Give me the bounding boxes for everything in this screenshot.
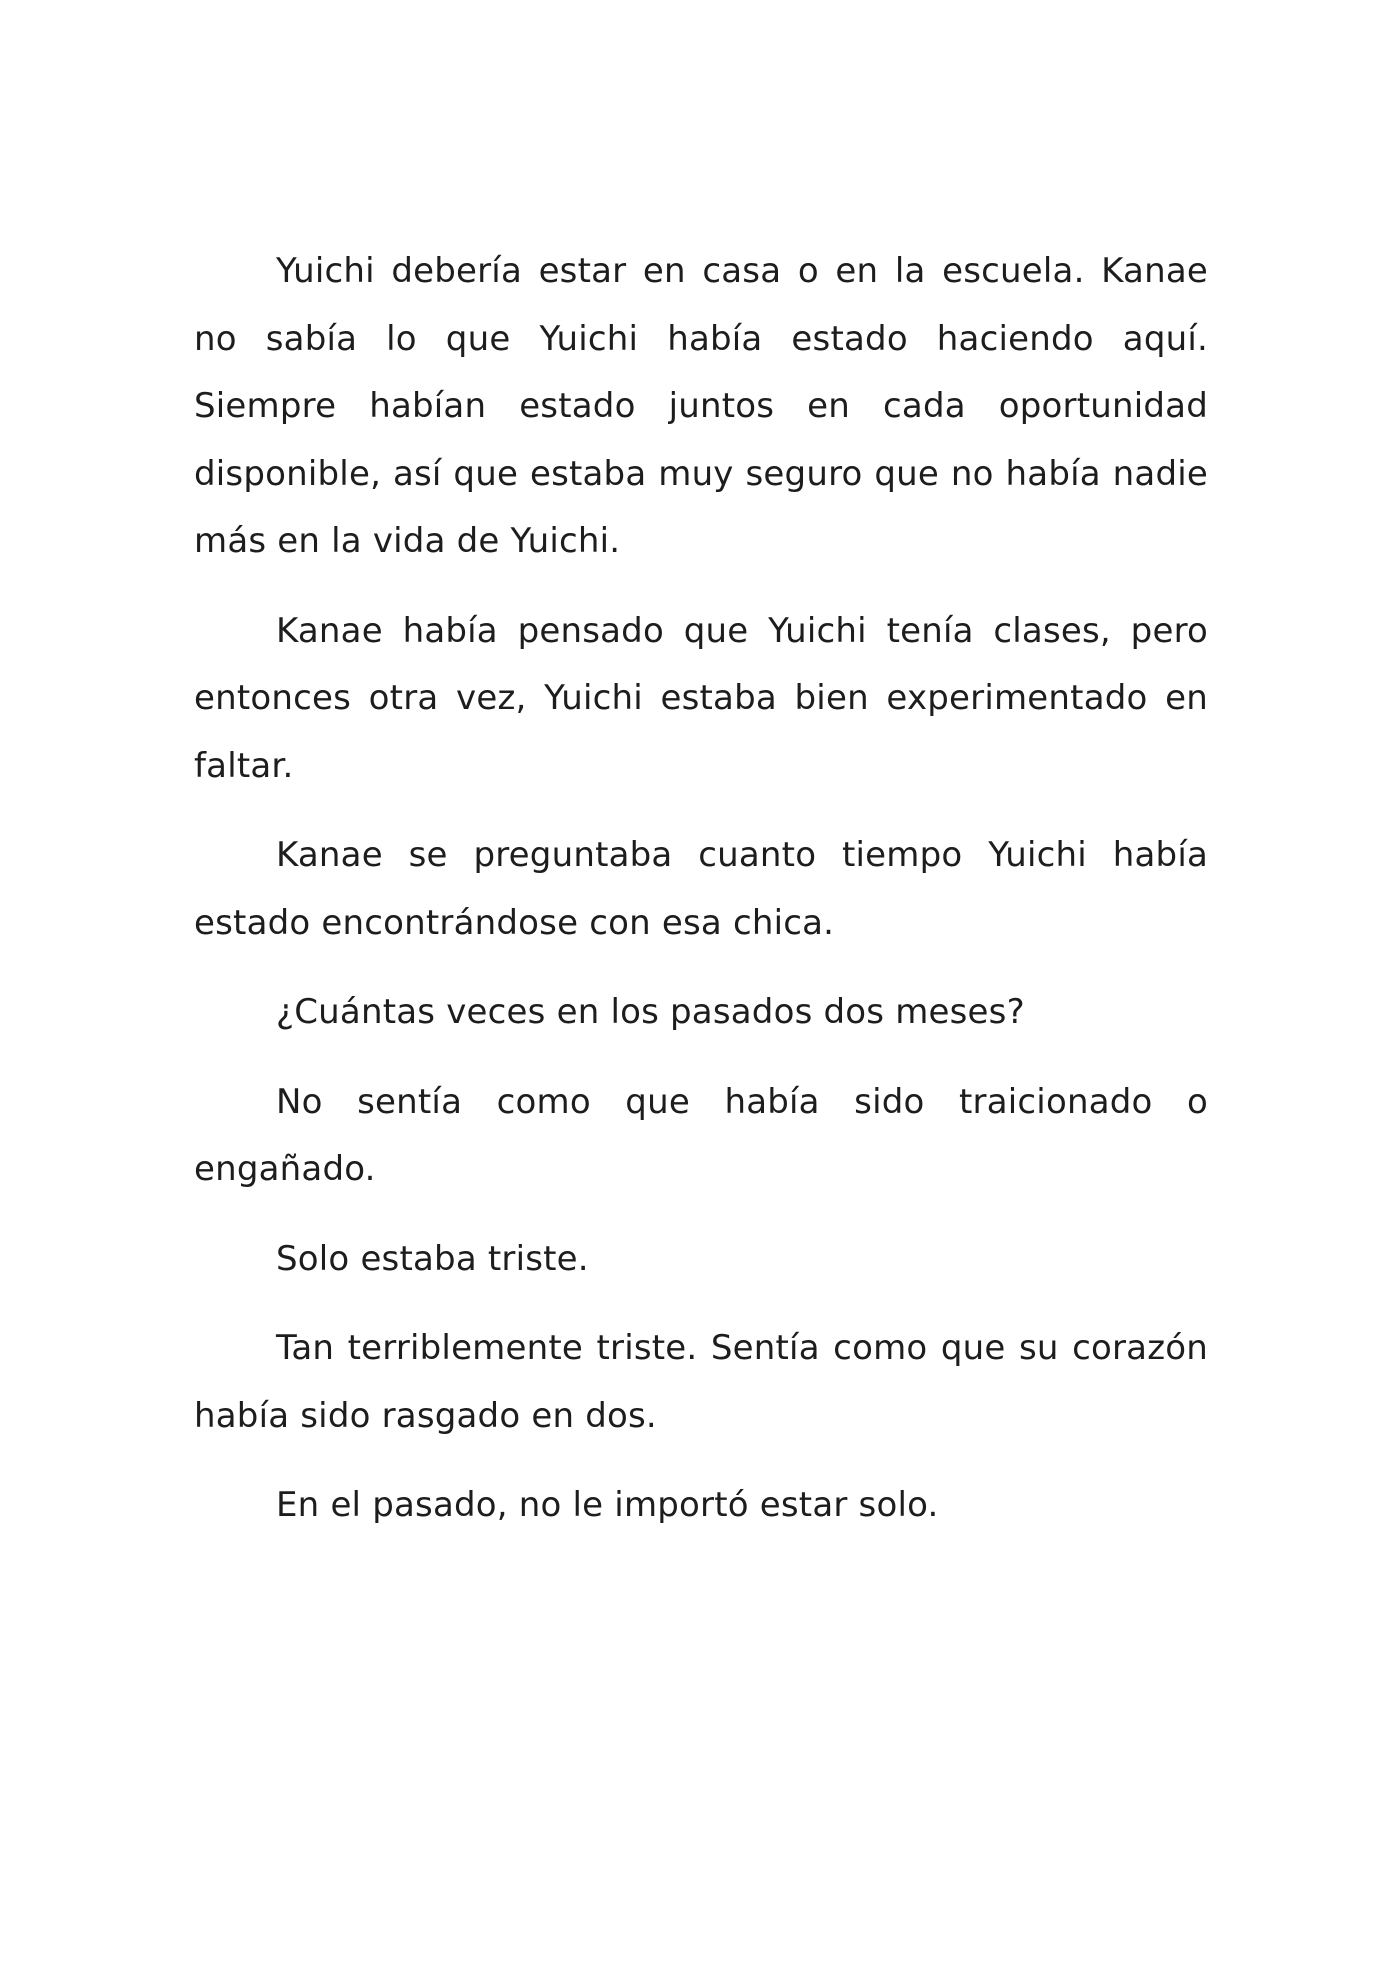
paragraph: Kanae se preguntaba cuanto tiempo Yuichi había estado encontrándose con esa chica. [194,835,1208,943]
paragraph: En el pasado, no le importó estar solo. [276,1485,939,1525]
body-text [194,238,1208,1562]
paragraph: Yuichi debería estar en casa o en la escuela. Kanae no sabía lo que Yuichi había estado haciendo aquí. Siempre habían estado juntos en cada oportunidad disponible, así que estaba muy seguro que no había nadie más en la vida de Yuichi. [194,251,1208,561]
paragraph: Tan terriblemente triste. Sentía como que su corazón había sido rasgado en dos. [194,1328,1208,1436]
paragraph: No sentía como que había sido traicionado o engañado. [194,1081,1208,1189]
paragraph: Solo estaba triste. [276,1238,589,1279]
paragraph: Kanae había pensado que Yuichi tenía clases, pero entonces otra vez, Yuichi estaba bien experimentado en faltar. [194,610,1208,786]
paragraph: ¿Cuántas veces en los pasados dos meses? [276,992,1025,1032]
